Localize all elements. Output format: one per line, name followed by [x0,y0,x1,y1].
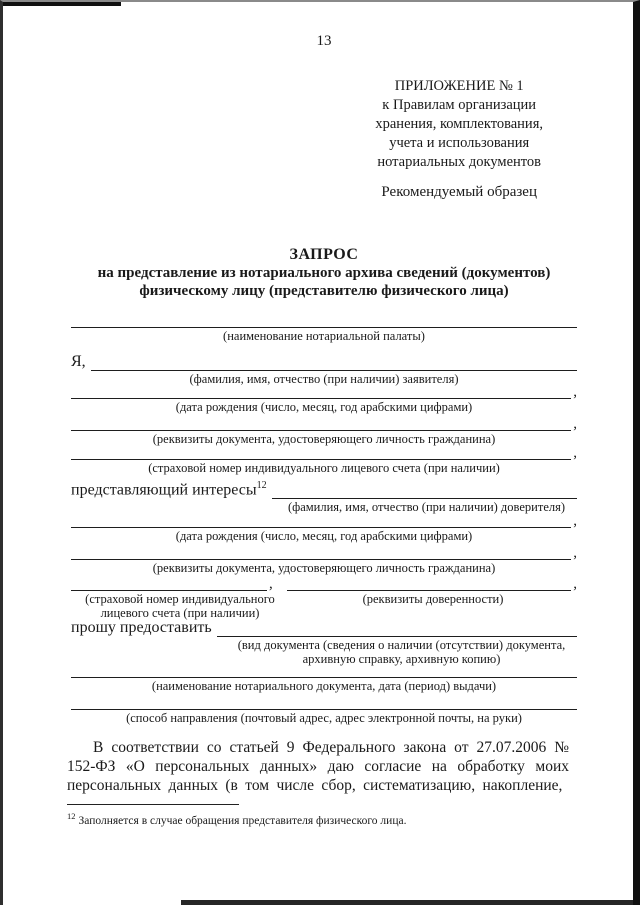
caption-request-line1: (вид документа (сведения о наличии (отсутствии) документа, [237,638,566,653]
blank-line-applicant-id [71,417,571,431]
footnote-reference-12: 12 [256,479,267,491]
label-ya: Я, [71,352,86,370]
footnote-number: 12 [67,811,76,822]
footnote-separator [67,804,239,805]
field-applicant-birth [71,385,577,415]
blank-line-applicant-snils [71,446,571,460]
field-request [71,618,577,666]
blank-line-applicant-name [91,353,577,371]
caption-request [71,639,577,666]
appendix-block [375,77,543,202]
blank-line-principal-id [71,544,571,560]
blank-line-principal-snils [71,577,267,591]
caption-principal-snils-line1: (страховой номер индивидуального [85,592,275,607]
form-title: ЗАПРОС [289,246,359,263]
caption-principal-birth: (дата рождения (число, месяц, год арабскими цифрами) [175,529,473,544]
blank-line-notary-chamber [71,310,577,328]
label-please-provide: прошу предоставить [71,619,212,637]
request-form [71,310,577,725]
label-representing-interests [71,476,267,499]
trailing-comma: , [573,445,577,461]
scan-border-artifact-bottom [181,900,633,905]
trailing-comma: , [573,576,577,593]
field-snils-and-poa [71,577,577,620]
appendix-line-4: учета и использования [389,135,530,151]
blank-line-delivery-method [71,698,577,710]
form-subtitle-line1: на представление из нотариального архива сведений (документов) [97,265,551,281]
trailing-comma: , [573,415,577,432]
appendix-line-1: ПРИЛОЖЕНИЕ № 1 [394,78,524,94]
label-representing-interests-text: представляющий интересы [71,480,257,498]
field-principal-id [71,544,577,576]
field-delivery-method [71,698,577,726]
caption-delivery-method: (способ направления (почтовый адрес, адрес электронной почты, на руки) [126,710,522,725]
title-block [71,246,577,300]
caption-applicant-snils: (страховой номер индивидуального лицевого счета (при наличии) [148,461,500,475]
trailing-comma: , [573,384,577,400]
caption-principal-name: (фамилия, имя, отчество (при наличии) доверителя) [287,499,566,514]
consent-paragraph: В соответствии со статьей 9 Федерального закона от 27.07.2006 № 152-ФЗ «О персональных данных» даю согласие на обработку моих персональных данных (в том числе сбор, систематизацию, накопление, [67,739,569,795]
caption-poa-details: (реквизиты доверенности) [362,592,504,607]
appendix-line-3: хранения, комплектования, [375,116,543,132]
caption-applicant-id: (реквизиты документа, удостоверяющего личность гражданина) [152,431,496,446]
blank-line-principal-birth [71,514,571,528]
blank-line-request [217,623,577,637]
appendix-line-5: нотариальных документов [377,154,542,170]
caption-request-line2: архивную справку, архивную копию) [302,651,501,666]
appendix-line-2: к Правилам организации [382,97,537,113]
caption-principal-id: (реквизиты документа, удостоверяющего личность гражданина) [152,560,496,575]
blank-line-principal-name [272,485,577,499]
field-principal-name [71,476,577,515]
scan-border-artifact-top [3,2,121,6]
field-applicant-name [71,352,577,387]
footnote [67,809,577,828]
trailing-comma: , [269,576,273,593]
field-notary-chamber [71,310,577,344]
field-applicant-snils [71,446,577,476]
field-document-name [71,666,577,694]
trailing-comma: , [573,544,577,561]
page-content [3,32,633,828]
form-subtitle-line2: физическому лицу (представителю физического лица) [139,283,509,299]
caption-applicant-birth: (дата рождения (число, месяц, год арабскими цифрами) [175,400,473,414]
caption-principal-snils-line2: лицевого счета (при наличии) [100,605,260,620]
trailing-comma: , [573,513,577,530]
field-principal-birth [71,514,577,544]
caption-document-name: (наименование нотариального документа, дата (период) выдачи) [151,679,497,694]
caption-notary-chamber: (наименование нотариальной палаты) [223,329,425,343]
caption-applicant-name: (фамилия, имя, отчество (при наличии) заявителя) [189,371,459,386]
caption-principal-snils [71,593,289,620]
blank-line-poa-details [287,577,572,591]
blank-line-applicant-birth [71,385,571,399]
field-applicant-id [71,417,577,447]
page-number: 13 [316,33,332,49]
blank-line-document-name [71,666,577,678]
sample-label: Рекомендуемый образец [381,184,537,200]
footnote-text: Заполняется в случае обращения представителя физического лица. [78,815,407,828]
